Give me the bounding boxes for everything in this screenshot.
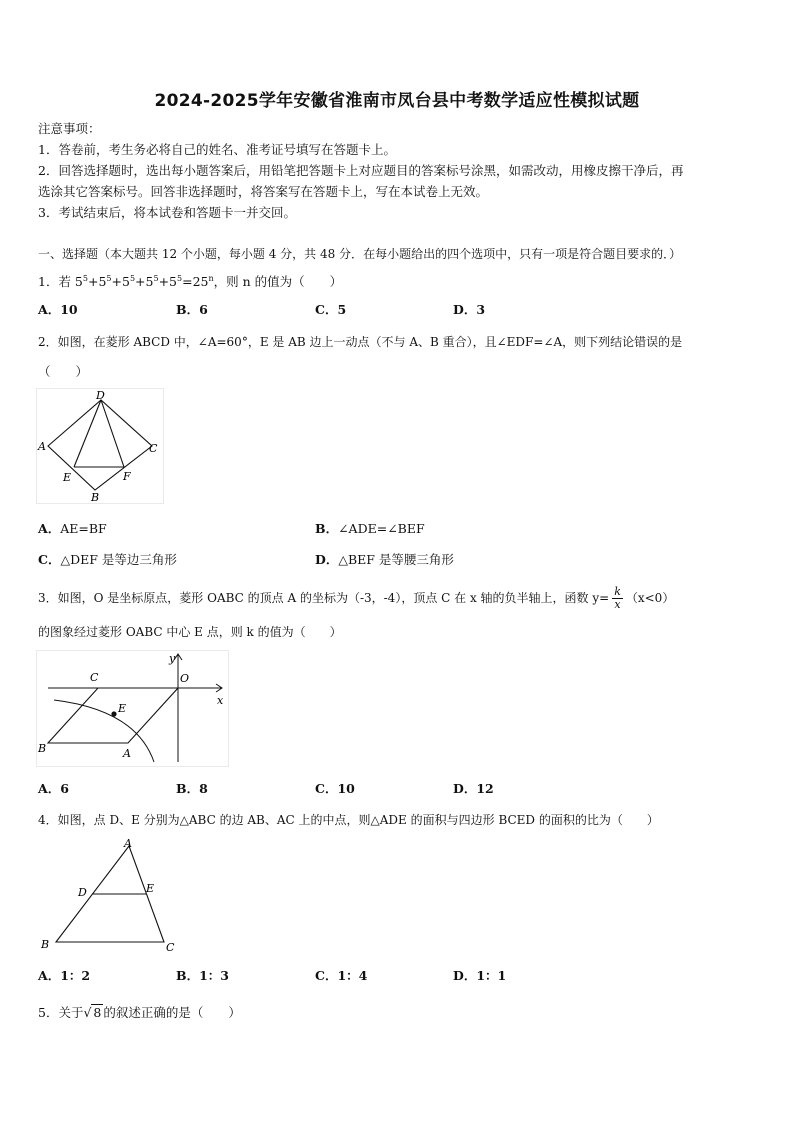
q4-option-b[interactable]: B．1：3 — [176, 968, 229, 983]
figure-frame — [37, 651, 229, 767]
question-3-line-1: 3．如图，O 是坐标原点，菱形 OABC 的顶点 A 的坐标为（-3，-4），顶点 C 在 x 轴的负半轴上，函数 y= $\frac{k}{x}$ （x<0） — [38, 585, 675, 611]
q3-option-d[interactable]: D．12 — [453, 781, 494, 796]
q3-option-a[interactable]: A．6 — [38, 781, 69, 796]
rhombus-abcd-figure — [36, 388, 166, 506]
label-c: C — [90, 671, 99, 684]
page-title: 2024-2025学年安徽省淮南市凤台县中考数学适应性模拟试题 — [154, 91, 640, 111]
q2-option-c[interactable]: C．△DEF 是等边三角形 — [38, 552, 177, 567]
question-2-line-2: （ ） — [38, 364, 89, 379]
label-c: C — [166, 941, 175, 954]
q1-option-d[interactable]: D．3 — [453, 302, 486, 317]
q3-option-c[interactable]: C．10 — [315, 781, 355, 796]
point-e — [111, 711, 116, 716]
q1-option-a[interactable]: A．10 — [38, 302, 78, 317]
notice-item-3: 3．考试结束后，将本试卷和答题卡一并交回。 — [38, 205, 296, 220]
label-b: B — [91, 491, 100, 504]
label-b: B — [41, 938, 50, 951]
question-2-line-1: 2．如图，在菱形 ABCD 中，∠A=60°，E 是 AB 边上一动点（不与 A、B 重合），且∠EDF=∠A，则下列结论错误的是 — [38, 335, 683, 349]
triangle-abc-figure — [36, 836, 186, 956]
fraction-k-over-x: $\frac{k}{x}$ — [614, 585, 621, 611]
question-1: 1．若 $5^5+5^5+5^5+5^5+5^5=25^n$，则 n 的值为（ ） — [38, 274, 343, 290]
label-a: A — [38, 440, 46, 453]
sqrt-radicand: 8 — [93, 1005, 102, 1020]
label-d: D — [96, 389, 105, 402]
q1-option-c[interactable]: C．5 — [315, 302, 347, 317]
q4-option-c[interactable]: C．1：4 — [315, 968, 368, 983]
q1-prefix: 1．若 5 — [38, 274, 83, 290]
label-b: B — [38, 742, 47, 755]
segment-de — [74, 400, 101, 467]
label-d: D — [78, 886, 87, 899]
label-c: C — [149, 442, 158, 455]
notice-item-1: 1．答卷前，考生务必将自己的姓名、准考证号填写在答题卡上。 — [38, 142, 396, 157]
label-e: E — [146, 882, 155, 895]
sqrt-radical-icon: √ — [83, 1005, 92, 1020]
q2-option-a[interactable]: A．AE=BF — [38, 521, 107, 536]
label-a: A — [124, 837, 132, 850]
coordinate-rhombus-figure — [36, 650, 230, 768]
q1-suffix: ，则 n 的值为（ ） — [213, 274, 343, 290]
label-o: O — [180, 672, 190, 685]
notice-item-2-cont: 选涂其它答案标号。回答非选择题时，将答案写在答题卡上，写在本试卷上无效。 — [38, 184, 489, 199]
q2-option-d[interactable]: D．△BEF 是等腰三角形 — [315, 552, 454, 567]
q2-option-b[interactable]: B．∠ADE=∠BEF — [315, 521, 425, 536]
q3-option-b[interactable]: B．8 — [176, 781, 208, 796]
label-y: y — [169, 652, 176, 665]
notice-item-2: 2．回答选择题时，选出每小题答案后，用铅笔把答题卡上对应题目的答案标号涂黑，如需改动，用橡皮擦干净后，再 — [38, 163, 684, 178]
question-4: 4．如图，点 D、E 分别为△ABC 的边 AB、AC 上的中点，则△ADE 的面积与四边形 BCED 的面积的比为（ ） — [38, 813, 659, 827]
label-x: x — [217, 694, 224, 707]
q4-option-a[interactable]: A．1：2 — [38, 968, 91, 983]
question-3-line-2: 的图象经过菱形 OABC 中心 E 点，则 k 的值为（ ） — [38, 625, 342, 639]
label-e: E — [63, 471, 72, 484]
label-e: E — [118, 702, 127, 715]
q1-option-b[interactable]: B．6 — [176, 302, 208, 317]
question-5: 5．关于√ 8 的叙述正确的是（ ） — [38, 1005, 241, 1020]
q4-option-d[interactable]: D．1：1 — [453, 968, 507, 983]
label-a: A — [123, 747, 131, 760]
notice-heading: 注意事项： — [38, 121, 101, 136]
label-f: F — [123, 470, 131, 483]
section-heading: 一、选择题（本大题共 12 个小题，每小题 4 分，共 48 分．在每小题给出的四个选项中，只有一项是符合题目要求的．） — [38, 247, 682, 261]
